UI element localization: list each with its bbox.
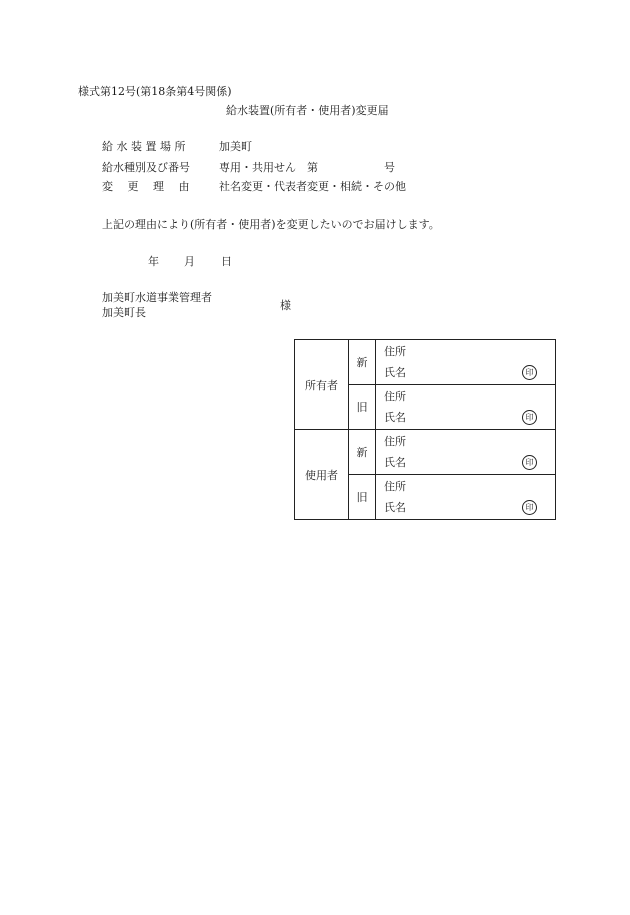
user-new-label: 新 [349, 430, 376, 475]
party-table [294, 339, 556, 520]
recipient-honorific: 様 [280, 299, 291, 312]
recipient-line1: 加美町水道事業管理者 [102, 291, 212, 304]
form-number: 様式第12号(第18条第4号関係) [78, 85, 232, 98]
owner-old-label: 旧 [349, 385, 376, 430]
form-title: 給水装置(所有者・使用者)変更届 [226, 104, 389, 117]
name-label: 氏名 [384, 501, 406, 514]
name-label: 氏名 [384, 411, 406, 424]
seal-icon: 印 [522, 365, 537, 380]
supply-type-label: 給水種別及び番号 [102, 161, 190, 174]
address-label: 住所 [384, 435, 406, 448]
seal-icon: 印 [522, 500, 537, 515]
address-label: 住所 [384, 390, 406, 403]
recipient-line2: 加美町長 [102, 306, 146, 319]
table-row [295, 340, 556, 385]
table-row [295, 430, 556, 475]
change-reason-value: 社名変更・代表者変更・相続・その他 [219, 180, 406, 193]
owner-new-label: 新 [349, 340, 376, 385]
user-old-fields [376, 475, 556, 520]
name-label: 氏名 [384, 366, 406, 379]
owner-new-fields [376, 340, 556, 385]
user-new-fields [376, 430, 556, 475]
date-month: 月 [184, 255, 195, 268]
seal-icon: 印 [522, 410, 537, 425]
seal-icon: 印 [522, 455, 537, 470]
user-label: 使用者 [295, 430, 349, 520]
location-value: 加美町 [219, 140, 252, 153]
user-old-label: 旧 [349, 475, 376, 520]
owner-label: 所有者 [295, 340, 349, 430]
date-year: 年 [148, 255, 159, 268]
address-label: 住所 [384, 345, 406, 358]
supply-type-value: 専用・共用せん 第 号 [219, 161, 395, 174]
statement-text: 上記の理由により(所有者・使用者)を変更したいのでお届けします。 [102, 218, 440, 231]
address-label: 住所 [384, 480, 406, 493]
date-day: 日 [221, 255, 232, 268]
name-label: 氏名 [384, 456, 406, 469]
location-label: 給 水 装 置 場 所 [102, 140, 186, 153]
change-reason-label: 変 更 理 由 [102, 180, 190, 193]
owner-old-fields [376, 385, 556, 430]
